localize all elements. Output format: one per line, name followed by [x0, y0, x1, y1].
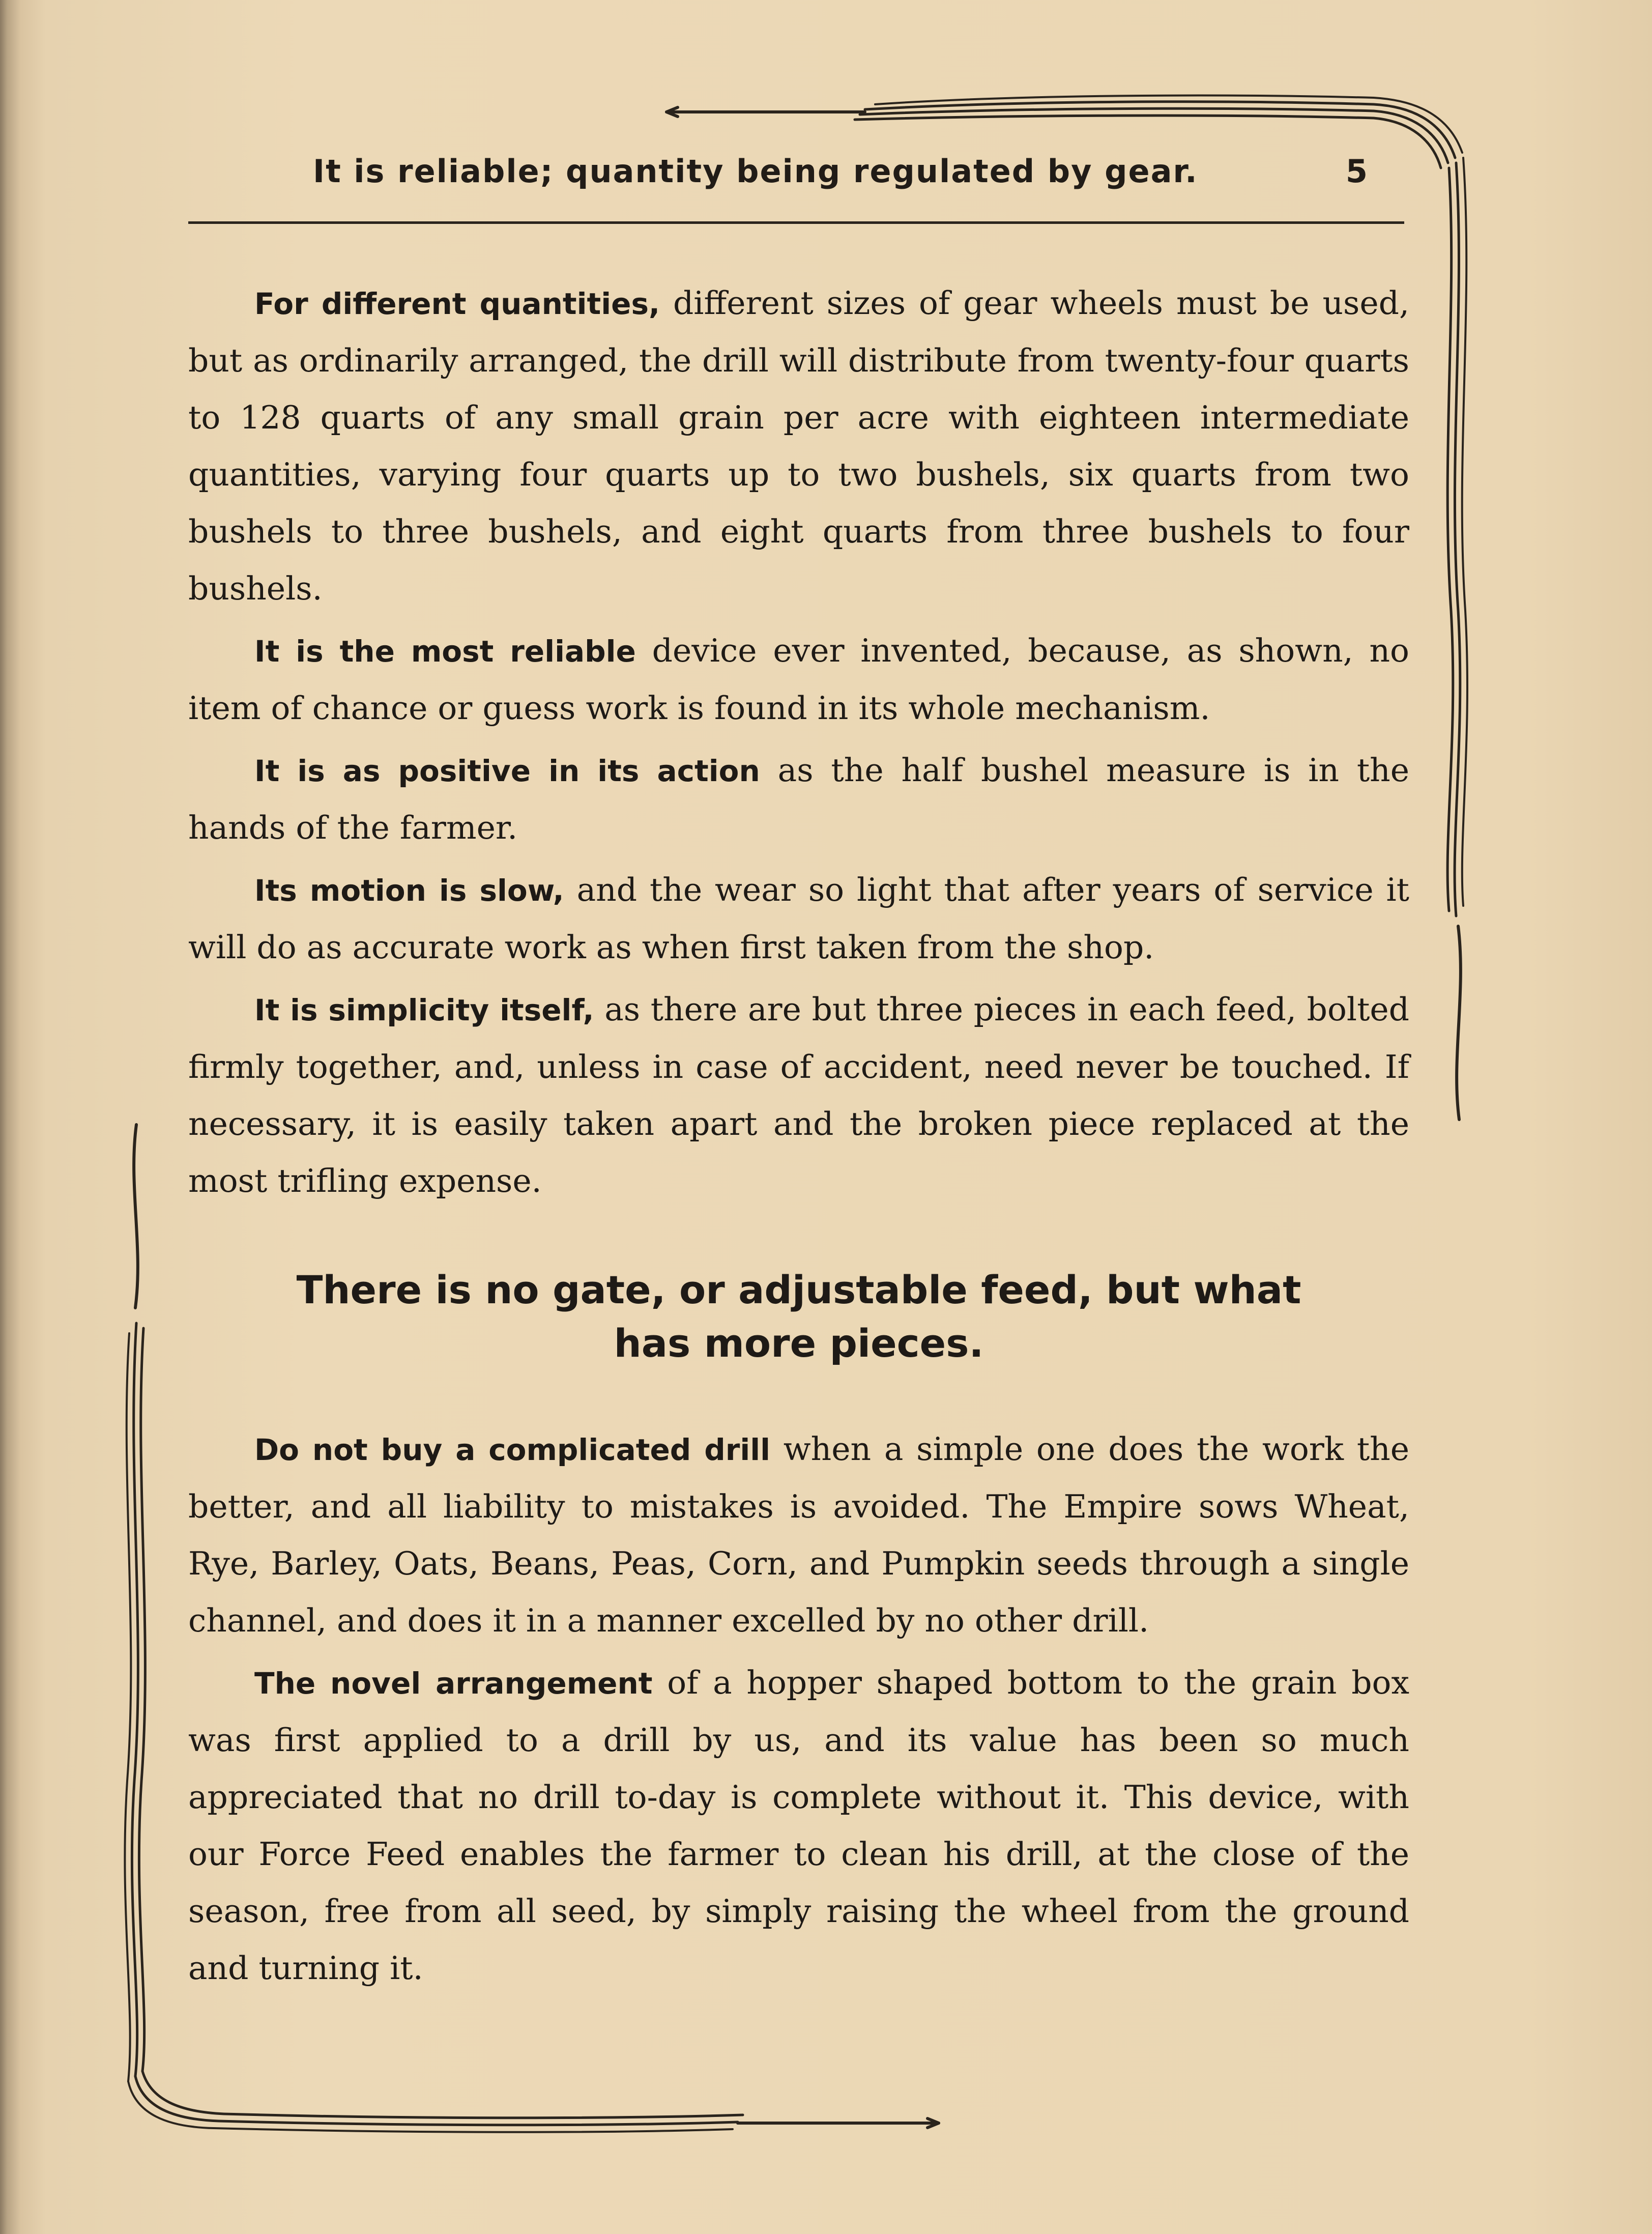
paragraph-lead: Its motion is slow,	[254, 873, 564, 908]
paragraph-text: of a hopper shaped bottom to the grain box was first applied to a drill by us, and its value has been so much appreciated that no drill to-day is complete without it. This device, with our Force Feed enables the farmer to clean his drill, at the close of the season, free from all seed, by simply raising the wheel from the ground and turning it.	[188, 1664, 1409, 1987]
paragraph-text: as the half bushel measure is in the hands of the farmer.	[188, 752, 1410, 846]
paragraph	[188, 275, 1409, 617]
paragraph-text: different sizes of gear wheels must be used, but as ordinarily arranged, the drill will distribute from twenty-four quarts to 128 quarts of any small grain per acre with eighteen intermediate quantities, varying four quarts up to two bushels, six quarts from two bushels to three bushels, and eight quarts from three bushels to four bushels.	[188, 284, 1409, 607]
paragraph-text: and the wear so light that after years of service it will do as accurate work as when first taken from the shop.	[188, 871, 1409, 966]
paragraph-lead: It is simplicity itself,	[254, 993, 594, 1027]
right-border-rule	[1447, 158, 1467, 1120]
paragraph	[188, 622, 1409, 737]
paragraph-text: when a simple one does the work the better, and all liability to mistakes is avoided. The Empire sows Wheat, Rye, Barley, Oats, Beans, Peas, Corn, and Pumpkin seeds through a single channel, and does it in a manner excelled by no other drill.	[188, 1430, 1409, 1639]
header-rule	[188, 221, 1404, 224]
page-number: 5	[1345, 153, 1369, 190]
paragraph-text: device ever invented, because, as shown, no item of chance or guess work is found in its whole mechanism.	[188, 632, 1409, 727]
left-border-rule	[125, 1125, 145, 2081]
paragraph-lead: The novel arrangement	[254, 1666, 653, 1701]
paragraph	[188, 862, 1409, 976]
paragraph-lead: Do not buy a complicated drill	[254, 1433, 770, 1467]
body-text	[188, 275, 1409, 2002]
paragraph-lead: It is as positive in its action	[254, 754, 760, 788]
paragraph	[188, 1421, 1409, 1649]
section-heading: There is no gate, or adjustable feed, but what has more pieces.	[296, 1267, 1301, 1366]
paragraph	[188, 981, 1409, 1210]
paragraph	[188, 1654, 1409, 1997]
paragraph-lead: It is the most reliable	[254, 634, 636, 669]
bottom-flourish	[128, 2071, 939, 2132]
running-title: It is reliable; quantity being regulated by gear.	[313, 153, 1198, 190]
paragraph	[188, 742, 1409, 856]
paragraph-text: as there are but three pieces in each feed, bolted firmly together, and, unless in case of accident, need never be touched. If necessary, it is easily taken apart and the broken piece replaced at the most trifling expense.	[188, 991, 1410, 1199]
paragraph-lead: For different quantities,	[254, 287, 660, 321]
